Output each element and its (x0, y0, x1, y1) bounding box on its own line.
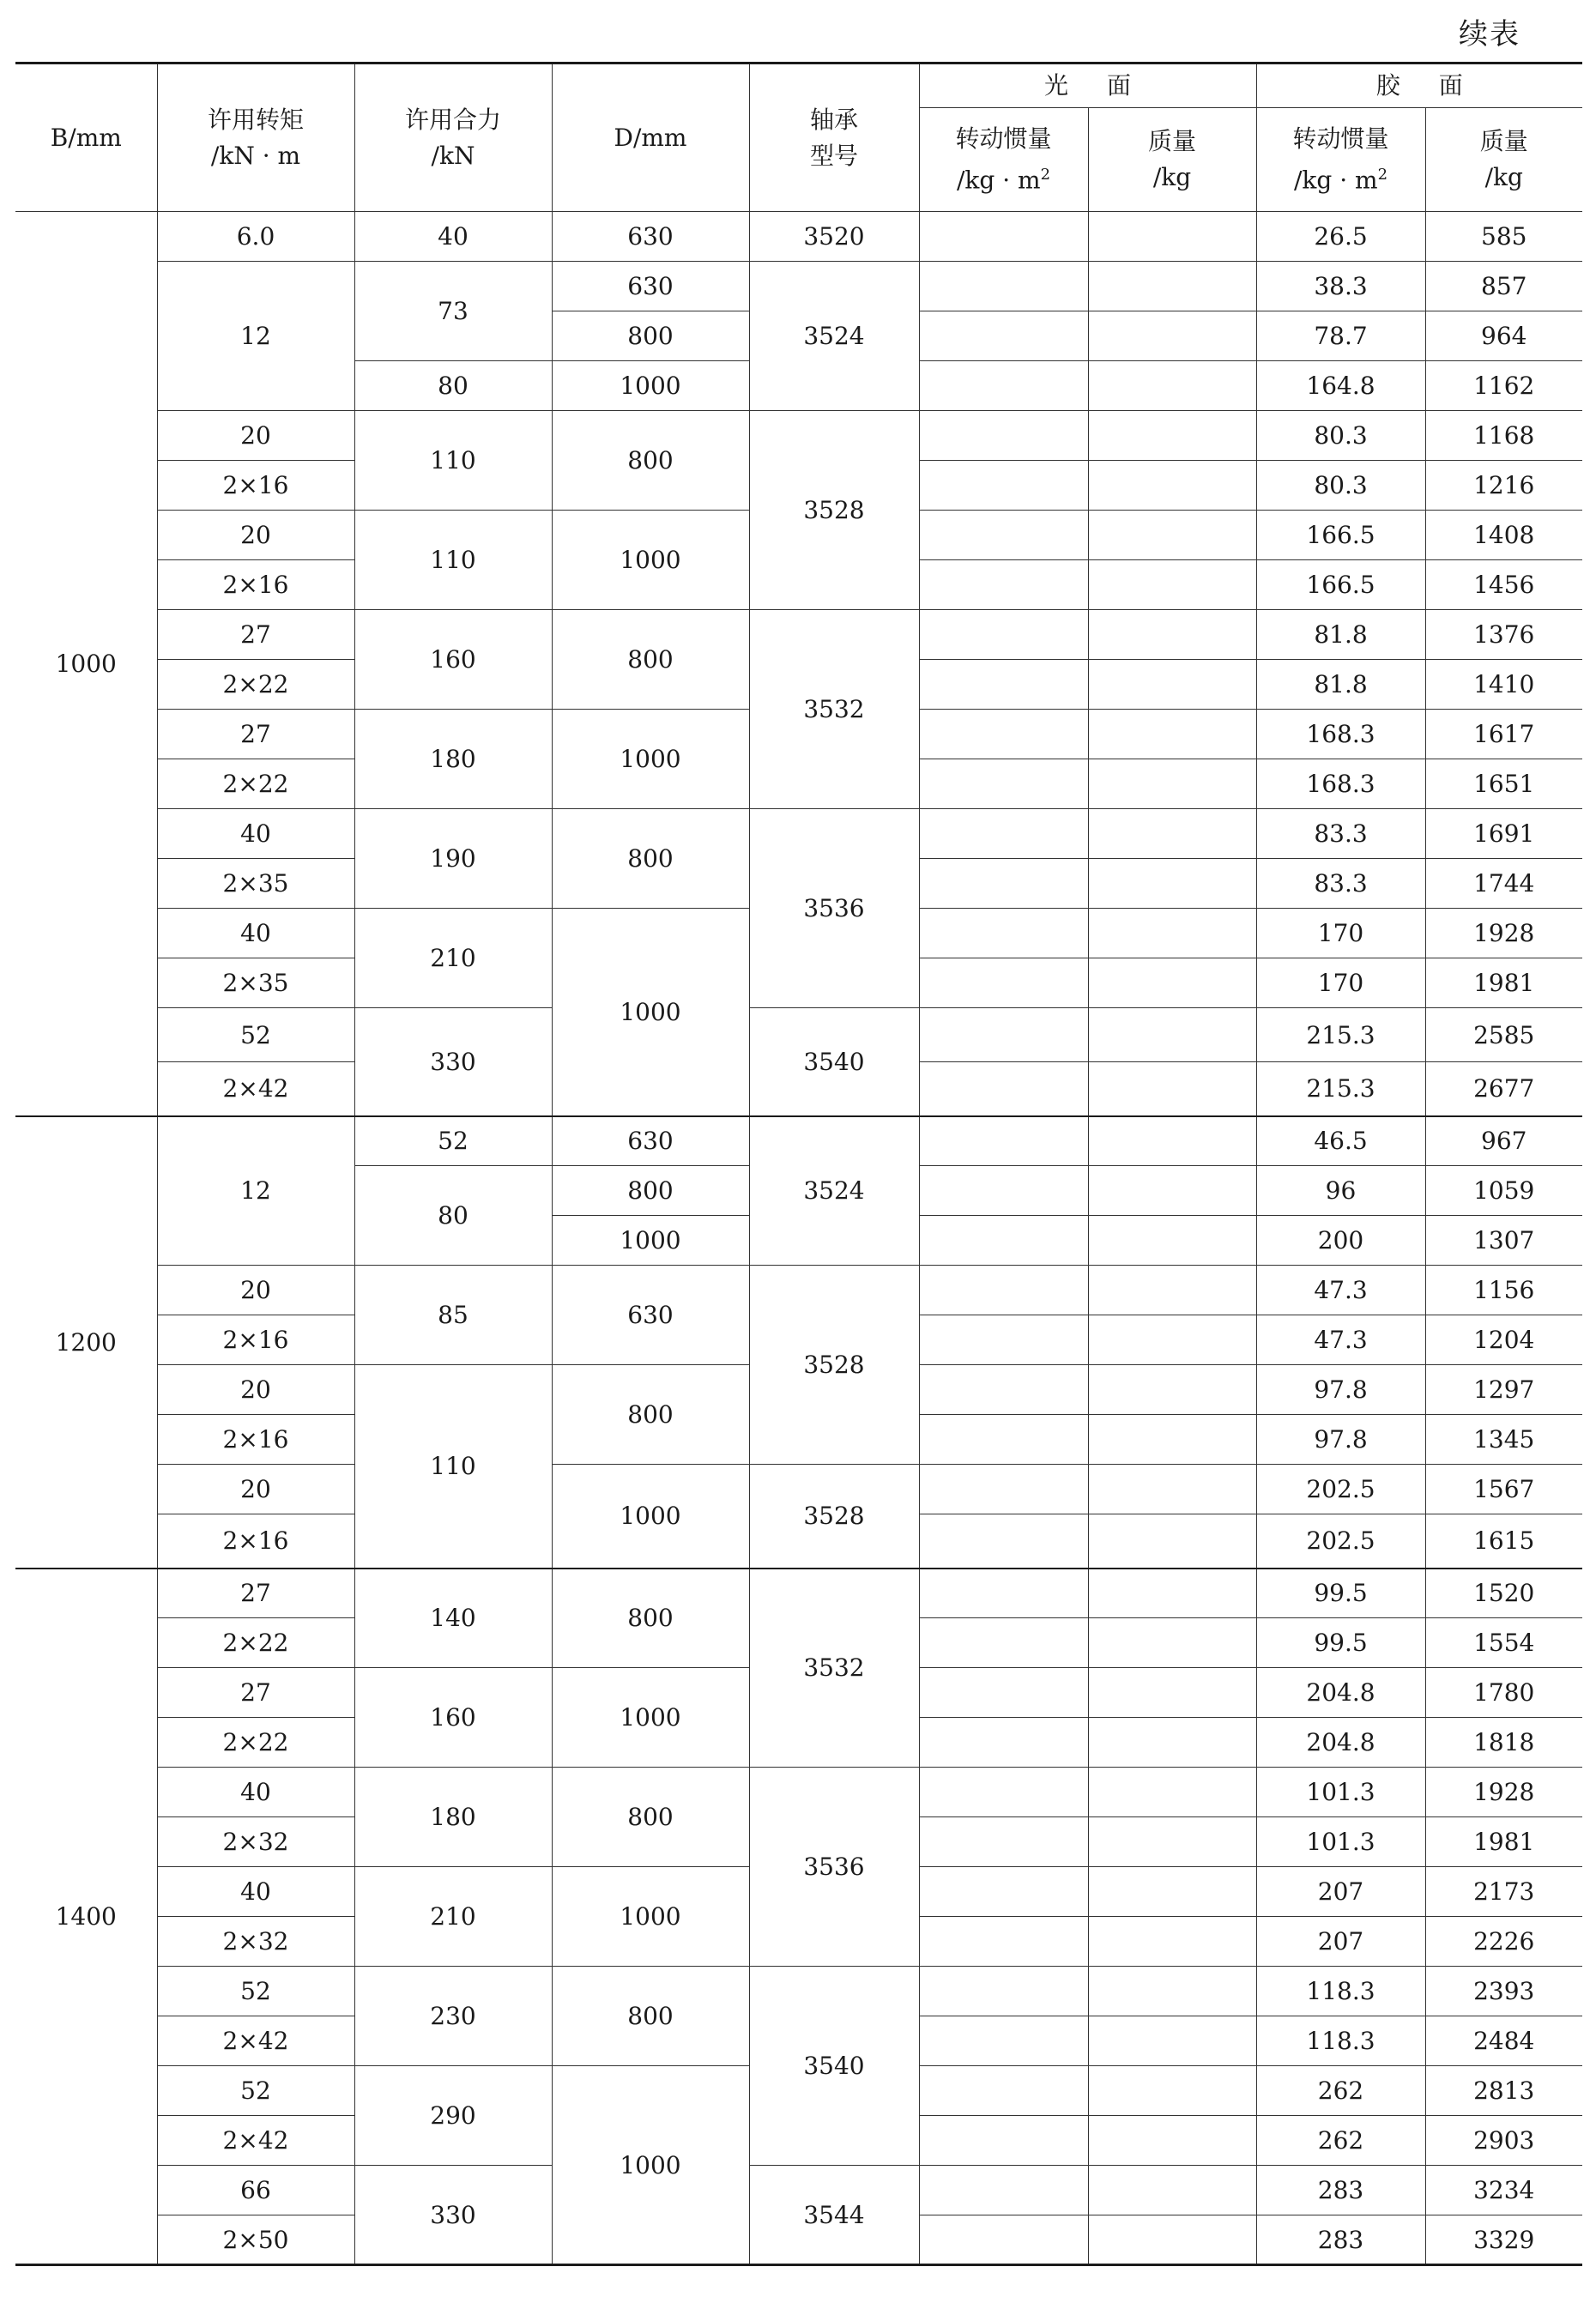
cell-smooth-inertia (919, 1768, 1088, 1817)
cell-rubber-inertia: 118.3 (1256, 2016, 1425, 2066)
cell-torque: 2×42 (157, 1062, 354, 1116)
cell-smooth-inertia (919, 1415, 1088, 1465)
cell-smooth-mass (1088, 859, 1256, 909)
table-row (15, 1116, 1582, 1166)
cell-smooth-mass (1088, 1365, 1256, 1415)
cell-torque: 2×16 (157, 560, 354, 610)
cell-smooth-inertia (919, 1216, 1088, 1266)
cell-smooth-mass (1088, 909, 1256, 958)
cell-bearing: 3540 (749, 1967, 919, 2166)
cell-smooth-mass (1088, 511, 1256, 560)
cell-smooth-mass (1088, 1618, 1256, 1668)
cell-torque: 12 (157, 1116, 354, 1266)
cell-smooth-inertia (919, 511, 1088, 560)
cell-rubber-inertia: 283 (1256, 2166, 1425, 2215)
cell-d: 1000 (552, 361, 749, 411)
table-row (15, 1967, 1582, 2016)
cell-bearing: 3524 (749, 262, 919, 411)
cell-smooth-inertia (919, 560, 1088, 610)
table-row (15, 2166, 1582, 2215)
cell-torque: 27 (157, 1668, 354, 1718)
cell-torque: 2×50 (157, 2215, 354, 2265)
cell-rubber-inertia: 81.8 (1256, 610, 1425, 660)
cell-smooth-mass (1088, 958, 1256, 1008)
cell-rubber-mass: 857 (1425, 262, 1582, 311)
header-force: 许用合力 /kN (354, 63, 552, 212)
cell-smooth-mass (1088, 1718, 1256, 1768)
cell-smooth-inertia (919, 1514, 1088, 1569)
cell-torque: 40 (157, 909, 354, 958)
cell-bearing: 3544 (749, 2166, 919, 2265)
cell-smooth-mass (1088, 1465, 1256, 1514)
cell-smooth-inertia (919, 1917, 1088, 1967)
header-smooth: 光 面 (919, 63, 1256, 108)
cell-bearing: 3520 (749, 212, 919, 262)
cell-rubber-mass: 1928 (1425, 1768, 1582, 1817)
cell-rubber-mass: 1567 (1425, 1465, 1582, 1514)
cell-smooth-mass (1088, 2016, 1256, 2066)
cell-smooth-mass (1088, 660, 1256, 710)
cell-torque: 2×16 (157, 1415, 354, 1465)
cell-smooth-inertia (919, 809, 1088, 859)
cell-force: 80 (354, 1166, 552, 1266)
cell-rubber-inertia: 38.3 (1256, 262, 1425, 311)
cell-rubber-inertia: 166.5 (1256, 511, 1425, 560)
cell-rubber-mass: 2585 (1425, 1008, 1582, 1062)
cell-smooth-inertia (919, 1668, 1088, 1718)
cell-bearing: 3528 (749, 1266, 919, 1465)
cell-torque: 20 (157, 1266, 354, 1315)
cell-smooth-mass (1088, 1569, 1256, 1618)
cell-torque: 6.0 (157, 212, 354, 262)
cell-smooth-mass (1088, 1768, 1256, 1817)
cell-smooth-mass (1088, 1668, 1256, 1718)
cell-rubber-mass: 1307 (1425, 1216, 1582, 1266)
cell-smooth-mass (1088, 1967, 1256, 2016)
cell-rubber-inertia: 80.3 (1256, 411, 1425, 461)
cell-rubber-inertia: 215.3 (1256, 1062, 1425, 1116)
cell-rubber-mass: 1410 (1425, 660, 1582, 710)
cell-d: 1000 (552, 909, 749, 1116)
cell-rubber-inertia: 207 (1256, 1867, 1425, 1917)
cell-d: 1000 (552, 1867, 749, 1967)
cell-smooth-inertia (919, 461, 1088, 511)
cell-smooth-inertia (919, 710, 1088, 759)
cell-torque: 2×42 (157, 2116, 354, 2166)
cell-smooth-mass (1088, 1415, 1256, 1465)
cell-rubber-mass: 2393 (1425, 1967, 1582, 2016)
cell-rubber-mass: 1376 (1425, 610, 1582, 660)
cell-d: 630 (552, 1116, 749, 1166)
cell-smooth-inertia (919, 1618, 1088, 1668)
cell-rubber-mass: 2677 (1425, 1062, 1582, 1116)
cell-rubber-inertia: 47.3 (1256, 1266, 1425, 1315)
cell-torque: 2×42 (157, 2016, 354, 2066)
cell-force: 180 (354, 1768, 552, 1867)
cell-rubber-inertia: 164.8 (1256, 361, 1425, 411)
header-b: B/mm (15, 63, 157, 212)
cell-force: 110 (354, 1365, 552, 1569)
cell-torque: 2×32 (157, 1917, 354, 1967)
cell-force: 140 (354, 1569, 552, 1668)
cell-d: 800 (552, 610, 749, 710)
cell-force: 210 (354, 909, 552, 1008)
cell-rubber-inertia: 118.3 (1256, 1967, 1425, 2016)
cell-rubber-mass: 1981 (1425, 1817, 1582, 1867)
cell-smooth-mass (1088, 411, 1256, 461)
cell-d: 800 (552, 1365, 749, 1465)
cell-rubber-inertia: 99.5 (1256, 1569, 1425, 1618)
cell-smooth-mass (1088, 262, 1256, 311)
cell-rubber-mass: 2484 (1425, 2016, 1582, 2066)
cell-smooth-mass (1088, 311, 1256, 361)
cell-rubber-mass: 2813 (1425, 2066, 1582, 2116)
cell-rubber-inertia: 46.5 (1256, 1116, 1425, 1166)
cell-torque: 2×16 (157, 461, 354, 511)
table-row (15, 212, 1582, 262)
cell-smooth-mass (1088, 1867, 1256, 1917)
cell-torque: 40 (157, 1867, 354, 1917)
cell-force: 80 (354, 361, 552, 411)
cell-rubber-inertia: 101.3 (1256, 1817, 1425, 1867)
cell-bearing: 3532 (749, 1569, 919, 1768)
cell-rubber-inertia: 81.8 (1256, 660, 1425, 710)
cell-smooth-mass (1088, 1514, 1256, 1569)
cell-smooth-inertia (919, 1166, 1088, 1216)
cell-b: 1000 (15, 212, 157, 1116)
cell-d: 800 (552, 311, 749, 361)
cell-smooth-inertia (919, 1465, 1088, 1514)
cell-rubber-inertia: 101.3 (1256, 1768, 1425, 1817)
cell-rubber-mass: 1981 (1425, 958, 1582, 1008)
cell-torque: 2×32 (157, 1817, 354, 1867)
cell-smooth-mass (1088, 361, 1256, 411)
cell-force: 52 (354, 1116, 552, 1166)
cell-d: 800 (552, 809, 749, 909)
cell-rubber-mass: 1818 (1425, 1718, 1582, 1768)
cell-smooth-inertia (919, 1008, 1088, 1062)
cell-rubber-mass: 1554 (1425, 1618, 1582, 1668)
cell-smooth-mass (1088, 212, 1256, 262)
cell-smooth-mass (1088, 610, 1256, 660)
cell-rubber-inertia: 168.3 (1256, 710, 1425, 759)
cell-smooth-mass (1088, 1817, 1256, 1867)
cell-rubber-mass: 1744 (1425, 859, 1582, 909)
table-row (15, 1768, 1582, 1817)
cell-smooth-inertia (919, 1867, 1088, 1917)
cell-torque: 27 (157, 710, 354, 759)
cell-rubber-mass: 1617 (1425, 710, 1582, 759)
cell-smooth-inertia (919, 361, 1088, 411)
cell-d: 630 (552, 212, 749, 262)
cell-smooth-mass (1088, 1166, 1256, 1216)
cell-rubber-inertia: 204.8 (1256, 1718, 1425, 1768)
header-smooth-mass: 质量 /kg (1088, 108, 1256, 212)
table-row (15, 1465, 1582, 1514)
cell-smooth-inertia (919, 759, 1088, 809)
cell-torque: 2×22 (157, 759, 354, 809)
cell-smooth-inertia (919, 411, 1088, 461)
cell-smooth-mass (1088, 1116, 1256, 1166)
cell-bearing: 3532 (749, 610, 919, 809)
cell-d: 1000 (552, 1465, 749, 1569)
cell-force: 210 (354, 1867, 552, 1967)
cell-rubber-mass: 1162 (1425, 361, 1582, 411)
cell-rubber-inertia: 170 (1256, 909, 1425, 958)
cell-rubber-inertia: 96 (1256, 1166, 1425, 1216)
cell-rubber-mass: 1456 (1425, 560, 1582, 610)
cell-smooth-inertia (919, 2116, 1088, 2166)
cell-rubber-inertia: 283 (1256, 2215, 1425, 2265)
spec-table (15, 62, 1582, 2266)
cell-smooth-inertia (919, 212, 1088, 262)
cell-smooth-inertia (919, 1365, 1088, 1415)
cell-torque: 66 (157, 2166, 354, 2215)
cell-smooth-mass (1088, 710, 1256, 759)
cell-force: 230 (354, 1967, 552, 2066)
cell-rubber-inertia: 83.3 (1256, 859, 1425, 909)
cell-smooth-mass (1088, 461, 1256, 511)
header-smooth-inertia: 转动惯量 $/kg \cdot m^2$ (919, 108, 1088, 212)
cell-rubber-mass: 2173 (1425, 1867, 1582, 1917)
cell-bearing: 3524 (749, 1116, 919, 1266)
cell-smooth-inertia (919, 1569, 1088, 1618)
header-rubber-mass: 质量 /kg (1425, 108, 1582, 212)
cell-torque: 27 (157, 610, 354, 660)
cell-smooth-inertia (919, 2215, 1088, 2265)
cell-rubber-inertia: 97.8 (1256, 1415, 1425, 1465)
cell-smooth-inertia (919, 859, 1088, 909)
cell-smooth-mass (1088, 1216, 1256, 1266)
cell-smooth-inertia (919, 2016, 1088, 2066)
cell-rubber-inertia: 262 (1256, 2116, 1425, 2166)
table-row (15, 262, 1582, 311)
header-rubber: 胶 面 (1256, 63, 1582, 108)
cell-rubber-mass: 1691 (1425, 809, 1582, 859)
table-caption: 续表 (1459, 17, 1520, 51)
header-rubber-inertia: 转动惯量 $/kg \cdot m^2$ (1256, 108, 1425, 212)
cell-rubber-inertia: 202.5 (1256, 1514, 1425, 1569)
cell-smooth-inertia (919, 610, 1088, 660)
cell-rubber-mass: 1216 (1425, 461, 1582, 511)
cell-rubber-mass: 585 (1425, 212, 1582, 262)
cell-torque: 2×35 (157, 859, 354, 909)
cell-rubber-mass: 1297 (1425, 1365, 1582, 1415)
cell-smooth-inertia (919, 1315, 1088, 1365)
cell-rubber-mass: 1204 (1425, 1315, 1582, 1365)
cell-smooth-inertia (919, 1266, 1088, 1315)
cell-smooth-mass (1088, 1315, 1256, 1365)
table-row (15, 411, 1582, 461)
cell-smooth-mass (1088, 1062, 1256, 1116)
cell-force: 110 (354, 511, 552, 610)
table-row (15, 1569, 1582, 1618)
cell-smooth-mass (1088, 2066, 1256, 2116)
cell-force: 160 (354, 1668, 552, 1768)
cell-smooth-inertia (919, 909, 1088, 958)
cell-smooth-inertia (919, 262, 1088, 311)
cell-torque: 40 (157, 1768, 354, 1817)
cell-smooth-inertia (919, 1967, 1088, 2016)
cell-torque: 40 (157, 809, 354, 859)
cell-rubber-inertia: 170 (1256, 958, 1425, 1008)
cell-force: 85 (354, 1266, 552, 1365)
cell-d: 800 (552, 1166, 749, 1216)
cell-b: 1400 (15, 1569, 157, 2265)
cell-rubber-mass: 1156 (1425, 1266, 1582, 1315)
cell-d: 1000 (552, 511, 749, 610)
cell-rubber-mass: 2226 (1425, 1917, 1582, 1967)
cell-force: 190 (354, 809, 552, 909)
cell-rubber-inertia: 215.3 (1256, 1008, 1425, 1062)
cell-b: 1200 (15, 1116, 157, 1569)
cell-rubber-inertia: 262 (1256, 2066, 1425, 2116)
cell-smooth-inertia (919, 311, 1088, 361)
cell-rubber-mass: 1615 (1425, 1514, 1582, 1569)
cell-torque: 52 (157, 1967, 354, 2016)
cell-smooth-inertia (919, 2166, 1088, 2215)
cell-smooth-mass (1088, 2215, 1256, 2265)
cell-rubber-inertia: 200 (1256, 1216, 1425, 1266)
cell-torque: 12 (157, 262, 354, 411)
cell-torque: 20 (157, 511, 354, 560)
cell-rubber-inertia: 202.5 (1256, 1465, 1425, 1514)
cell-rubber-mass: 1408 (1425, 511, 1582, 560)
cell-rubber-inertia: 78.7 (1256, 311, 1425, 361)
cell-rubber-mass: 967 (1425, 1116, 1582, 1166)
cell-smooth-mass (1088, 759, 1256, 809)
cell-rubber-inertia: 47.3 (1256, 1315, 1425, 1365)
cell-rubber-mass: 1059 (1425, 1166, 1582, 1216)
cell-bearing: 3528 (749, 1465, 919, 1569)
cell-torque: 2×22 (157, 660, 354, 710)
header-torque: 许用转矩 /kN · m (157, 63, 354, 212)
cell-torque: 2×22 (157, 1718, 354, 1768)
cell-d: 1000 (552, 2066, 749, 2265)
cell-rubber-inertia: 204.8 (1256, 1668, 1425, 1718)
cell-smooth-inertia (919, 1817, 1088, 1867)
cell-rubber-inertia: 83.3 (1256, 809, 1425, 859)
cell-torque: 2×35 (157, 958, 354, 1008)
cell-bearing: 3536 (749, 809, 919, 1008)
cell-smooth-mass (1088, 1266, 1256, 1315)
cell-force: 290 (354, 2066, 552, 2166)
cell-rubber-mass: 1780 (1425, 1668, 1582, 1718)
cell-force: 330 (354, 1008, 552, 1116)
cell-torque: 2×16 (157, 1315, 354, 1365)
cell-rubber-mass: 1928 (1425, 909, 1582, 958)
cell-force: 180 (354, 710, 552, 809)
cell-force: 160 (354, 610, 552, 710)
cell-torque: 52 (157, 2066, 354, 2116)
cell-smooth-mass (1088, 1917, 1256, 1967)
cell-torque: 2×22 (157, 1618, 354, 1668)
cell-smooth-mass (1088, 560, 1256, 610)
cell-torque: 20 (157, 411, 354, 461)
cell-d: 630 (552, 1266, 749, 1365)
table-row (15, 610, 1582, 660)
cell-rubber-mass: 3329 (1425, 2215, 1582, 2265)
cell-torque: 2×16 (157, 1514, 354, 1569)
cell-smooth-mass (1088, 2116, 1256, 2166)
cell-torque: 20 (157, 1365, 354, 1415)
cell-rubber-inertia: 99.5 (1256, 1618, 1425, 1668)
cell-d: 1000 (552, 1668, 749, 1768)
cell-rubber-mass: 1168 (1425, 411, 1582, 461)
cell-rubber-inertia: 166.5 (1256, 560, 1425, 610)
cell-smooth-inertia (919, 1062, 1088, 1116)
table-row (15, 1008, 1582, 1062)
cell-d: 800 (552, 1967, 749, 2066)
cell-smooth-inertia (919, 958, 1088, 1008)
cell-bearing: 3540 (749, 1008, 919, 1116)
cell-smooth-inertia (919, 660, 1088, 710)
cell-rubber-inertia: 207 (1256, 1917, 1425, 1967)
cell-rubber-mass: 964 (1425, 311, 1582, 361)
cell-smooth-inertia (919, 2066, 1088, 2116)
cell-rubber-mass: 1651 (1425, 759, 1582, 809)
table-row (15, 809, 1582, 859)
cell-rubber-mass: 1345 (1425, 1415, 1582, 1465)
cell-d: 630 (552, 262, 749, 311)
cell-bearing: 3528 (749, 411, 919, 610)
cell-rubber-inertia: 26.5 (1256, 212, 1425, 262)
cell-d: 1000 (552, 710, 749, 809)
cell-rubber-inertia: 80.3 (1256, 461, 1425, 511)
cell-smooth-inertia (919, 1116, 1088, 1166)
cell-smooth-mass (1088, 2166, 1256, 2215)
header-d: D/mm (552, 63, 749, 212)
cell-d: 800 (552, 1569, 749, 1668)
cell-smooth-mass (1088, 1008, 1256, 1062)
cell-rubber-mass: 2903 (1425, 2116, 1582, 2166)
header-bearing: 轴承 型号 (749, 63, 919, 212)
cell-torque: 20 (157, 1465, 354, 1514)
cell-force: 330 (354, 2166, 552, 2265)
cell-rubber-inertia: 97.8 (1256, 1365, 1425, 1415)
cell-d: 1000 (552, 1216, 749, 1266)
cell-d: 800 (552, 411, 749, 511)
cell-rubber-inertia: 168.3 (1256, 759, 1425, 809)
cell-smooth-mass (1088, 809, 1256, 859)
cell-force: 73 (354, 262, 552, 361)
cell-rubber-mass: 3234 (1425, 2166, 1582, 2215)
cell-torque: 27 (157, 1569, 354, 1618)
table-row (15, 1266, 1582, 1315)
cell-force: 40 (354, 212, 552, 262)
cell-bearing: 3536 (749, 1768, 919, 1967)
cell-force: 110 (354, 411, 552, 511)
cell-smooth-inertia (919, 1718, 1088, 1768)
cell-torque: 52 (157, 1008, 354, 1062)
cell-d: 800 (552, 1768, 749, 1867)
cell-rubber-mass: 1520 (1425, 1569, 1582, 1618)
